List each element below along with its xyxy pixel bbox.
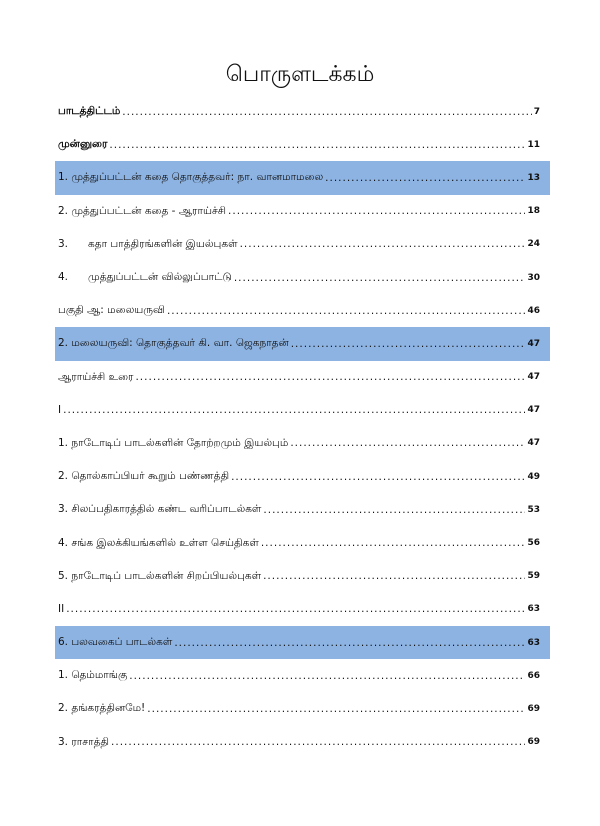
toc-entry-page: 13 <box>527 172 540 183</box>
toc-entry[interactable] <box>55 195 550 228</box>
dot-leader <box>63 404 525 416</box>
dot-leader <box>129 670 525 682</box>
dot-leader <box>167 305 526 317</box>
dot-leader <box>66 603 525 615</box>
toc-entry-label: 5. நாடோடிப் பாடல்களின் சிறப்பியல்புகள் <box>58 569 262 582</box>
toc-entry-label: 1. தெம்மாங்கு <box>58 669 128 682</box>
toc-entry-label: 4. முத்துப்பட்டன் வில்லுப்பாட்டு <box>58 271 232 284</box>
toc-entry-page: 47 <box>527 438 540 449</box>
toc-entry-label: பாடத்திட்டம் <box>58 105 121 118</box>
dot-leader <box>109 139 525 151</box>
toc-entry-page: 18 <box>527 206 540 217</box>
dot-leader <box>228 205 525 217</box>
toc-entry-page: 69 <box>527 737 540 748</box>
toc-entry-label: 2. தொல்காப்பியர் கூறும் பண்ணத்தி <box>58 470 230 483</box>
toc-title: பொருளடக்கம் <box>225 62 375 87</box>
dot-leader <box>111 736 525 748</box>
toc-entry-page: 30 <box>527 272 540 283</box>
toc-entry[interactable] <box>55 228 550 261</box>
toc-entry-label: 1. முத்துப்பட்டன் கதை தொகுத்தவர்: நா. வானமாமலை <box>58 171 324 184</box>
dot-leader <box>234 272 526 284</box>
dot-leader <box>291 338 526 350</box>
toc-entry[interactable] <box>55 361 550 394</box>
toc-entry[interactable] <box>55 128 550 161</box>
toc-entry-label: II <box>58 603 65 616</box>
dot-leader <box>174 637 525 649</box>
toc-entry[interactable] <box>55 626 550 659</box>
toc-entry[interactable] <box>55 95 550 128</box>
toc-entry[interactable] <box>55 327 550 360</box>
toc-entry[interactable] <box>55 261 550 294</box>
toc-entry-page: 11 <box>527 139 540 150</box>
dot-leader <box>147 703 525 715</box>
toc-entry-page: 63 <box>527 604 540 615</box>
toc-entry-label: 1. நாடோடிப் பாடல்களின் தோற்றமும் இயல்பும் <box>58 436 289 449</box>
toc-entry-label: I <box>58 404 62 417</box>
dot-leader <box>325 172 525 184</box>
toc-entry[interactable] <box>55 493 550 526</box>
toc-entry[interactable] <box>55 593 550 626</box>
toc-entry-page: 49 <box>527 471 540 482</box>
dot-leader <box>240 238 526 250</box>
toc-entry[interactable] <box>55 560 550 593</box>
dot-leader <box>263 504 525 516</box>
toc-entry[interactable] <box>55 692 550 725</box>
toc-entry-page: 24 <box>527 239 540 250</box>
toc-entry-page: 53 <box>527 504 540 515</box>
table-of-contents <box>55 95 550 759</box>
dot-leader <box>122 106 531 118</box>
toc-entry-label: 2. மலையருவி: தொகுத்தவர் கி. வா. ஜெகநாதன் <box>58 337 289 350</box>
toc-entry[interactable] <box>55 294 550 327</box>
toc-entry-page: 46 <box>527 305 540 316</box>
toc-entry-label: 3. சிலப்பதிகாரத்தில் கண்ட வரிப்பாடல்கள் <box>58 503 262 516</box>
toc-entry-label: 2. தங்கரத்தினமே! <box>58 702 146 715</box>
toc-entry-label: 6. பலவகைப் பாடல்கள் <box>58 636 173 649</box>
toc-entry-label: 4. சங்க இலக்கியங்களில் உள்ள செய்திகள் <box>58 536 259 549</box>
toc-entry[interactable] <box>55 161 550 194</box>
toc-entry-page: 63 <box>527 637 540 648</box>
dot-leader <box>135 371 525 383</box>
toc-entry[interactable] <box>55 427 550 460</box>
toc-entry-page: 66 <box>527 670 540 681</box>
toc-entry-label: 2. முத்துப்பட்டன் கதை - ஆராய்ச்சி <box>58 204 227 217</box>
toc-entry-label: பகுதி ஆ: மலையருவி <box>58 304 165 317</box>
toc-entry-page: 56 <box>527 538 540 549</box>
toc-entry[interactable] <box>55 460 550 493</box>
toc-entry-page: 69 <box>527 703 540 714</box>
toc-entry[interactable] <box>55 659 550 692</box>
toc-entry-label: 3. ராசாத்தி <box>58 735 110 748</box>
toc-entry-label: முன்னுரை <box>58 138 108 151</box>
toc-entry-page: 47 <box>527 405 540 416</box>
toc-entry-page: 47 <box>527 372 540 383</box>
dot-leader <box>263 570 525 582</box>
dot-leader <box>261 537 526 549</box>
toc-entry-page: 47 <box>527 338 540 349</box>
dot-leader <box>231 471 525 483</box>
toc-entry[interactable] <box>55 526 550 559</box>
toc-entry-label: 3. கதா பாத்திரங்களின் இயல்புகள் <box>58 237 238 250</box>
toc-entry-page: 59 <box>527 571 540 582</box>
toc-entry-label: ஆராய்ச்சி உரை <box>58 370 134 383</box>
dot-leader <box>290 437 525 449</box>
toc-entry[interactable] <box>55 394 550 427</box>
toc-entry-page: 7 <box>533 106 540 117</box>
toc-entry[interactable] <box>55 726 550 759</box>
